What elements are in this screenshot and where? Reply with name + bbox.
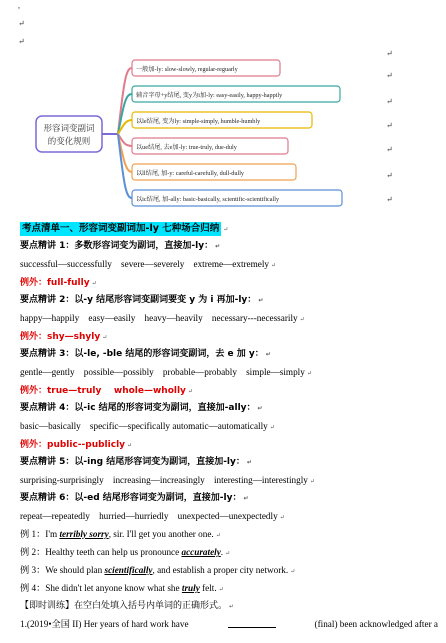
mindmap-branch-text-4: 以ue结尾, 去e加-ly: true-truly, due-duly	[136, 144, 237, 151]
point-2-heading: 要点精讲 2：以-y 结尾形容词变副词要变 y 为 i 再加-ly： ↵	[20, 295, 264, 305]
point-3-examples: gentle—gently possible—possibly probable—probably simple—simply ↵	[20, 367, 312, 377]
margin-mark-2: ↵	[18, 19, 25, 28]
point-1-heading: 要点精讲 1：多数形容词变为副词，直接加-ly： ↵	[20, 241, 221, 251]
point-5-examples: surprising-surprisingly increasing—increasingly interesting—interestingly ↵	[20, 475, 315, 485]
example-sentence-2: 例 2：Healthy teeth can help us pronounce accurately. ↵	[20, 547, 231, 557]
example-sentence-3: 例 3：We should plan scientifically, and establish a proper city network. ↵	[20, 565, 296, 575]
mindmap-center-line2: 的变化规则	[47, 137, 91, 147]
mindmap-branch-text-6: 以ic结尾, 加-ally: basic-basically, scientific-scientifically	[136, 196, 280, 203]
point-4-exception: 例外：public--publicly ↵	[20, 440, 133, 450]
point-2-examples: happy—happily easy—easily heavy—heavily necessary---necessarily ↵	[20, 313, 305, 323]
point-5-heading: 要点精讲 5：以-ing 结尾形容词变为副词，直接加-ly： ↵	[20, 457, 252, 467]
mindmap-branch-text-5: 以ll结尾, 加-y: careful-carefully, dull-dully	[136, 170, 245, 177]
point-1-exception: 例外：full-fully ↵	[20, 278, 97, 288]
mindmap-branch-text-1: 一般加-ly: slow-slowly, regular-reguarly	[136, 66, 238, 73]
example-sentence-4: 例 4：She didn't let anyone know what she truly felt. ↵	[20, 583, 224, 593]
point-6-heading: 要点精讲 6：以-ed 结尾形容词变为副词，直接加-ly： ↵	[20, 493, 249, 503]
margin-mark-r2: ↵	[386, 71, 393, 80]
answer-blank[interactable]	[228, 618, 276, 628]
point-4-examples: basic—basically specific—specifically automatic—automatically ↵	[20, 421, 275, 431]
point-3-exception: 例外：true—truly whole—wholly ↵	[20, 386, 193, 396]
margin-mark-r1: ↵	[386, 49, 393, 58]
document-body	[20, 222, 438, 636]
margin-mark-r5: ↵	[386, 145, 393, 154]
margin-mark-r7: ↵	[386, 195, 393, 204]
point-3-heading: 要点精讲 3：以-le, -ble 结尾的形容词变副词，去 e 加 y： ↵	[20, 349, 271, 359]
practice-question-1: 1.(2019•全国 II) Her years of hard work have (final) been acknowledged after a	[20, 619, 438, 629]
mindmap-branch-text-2: 辅音字母+y结尾, 变y为i加-ly: easy-easily, happy-happily	[136, 92, 283, 99]
mindmap-branch-text-3: 以le结尾, 变为ly: simple-simply, humble-humbly	[136, 118, 261, 125]
section-title-line: 考点清单一、形容词变副词加-ly 七种场合归纳 ↵	[22, 223, 229, 234]
margin-mark-3: ↵	[18, 37, 25, 46]
point-4-heading: 要点精讲 4：以-ic 结尾的形容词变为副词，直接加-ally： ↵	[20, 403, 263, 413]
margin-mark-r3: ↵	[386, 97, 393, 106]
point-1-examples: successful—successfully severe—severely extreme—extremely ↵	[20, 259, 277, 269]
section-title: 考点清单一、形容词变副词加-ly 七种场合归纳	[22, 223, 220, 234]
practice-title: 【即时训练】在空白处填入括号内单词的正确形式。 ↵	[20, 601, 235, 611]
margin-mark-1: ,	[18, 1, 20, 10]
point-2-exception: 例外：shy—shyly ↵	[20, 332, 108, 342]
point-6-examples: repeat—repeatedly hurried—hurriedly unexpected—unexpectedly ↵	[20, 511, 285, 521]
mindmap-center-line1: 形容词变副词	[43, 124, 95, 134]
example-sentence-1: 例 1：I'm terribly sorry, sir. I'll get you another one. ↵	[20, 529, 221, 539]
margin-mark-r4: ↵	[386, 121, 393, 130]
mindmap-diagram	[0, 50, 446, 220]
margin-mark-r6: ↵	[386, 171, 393, 180]
